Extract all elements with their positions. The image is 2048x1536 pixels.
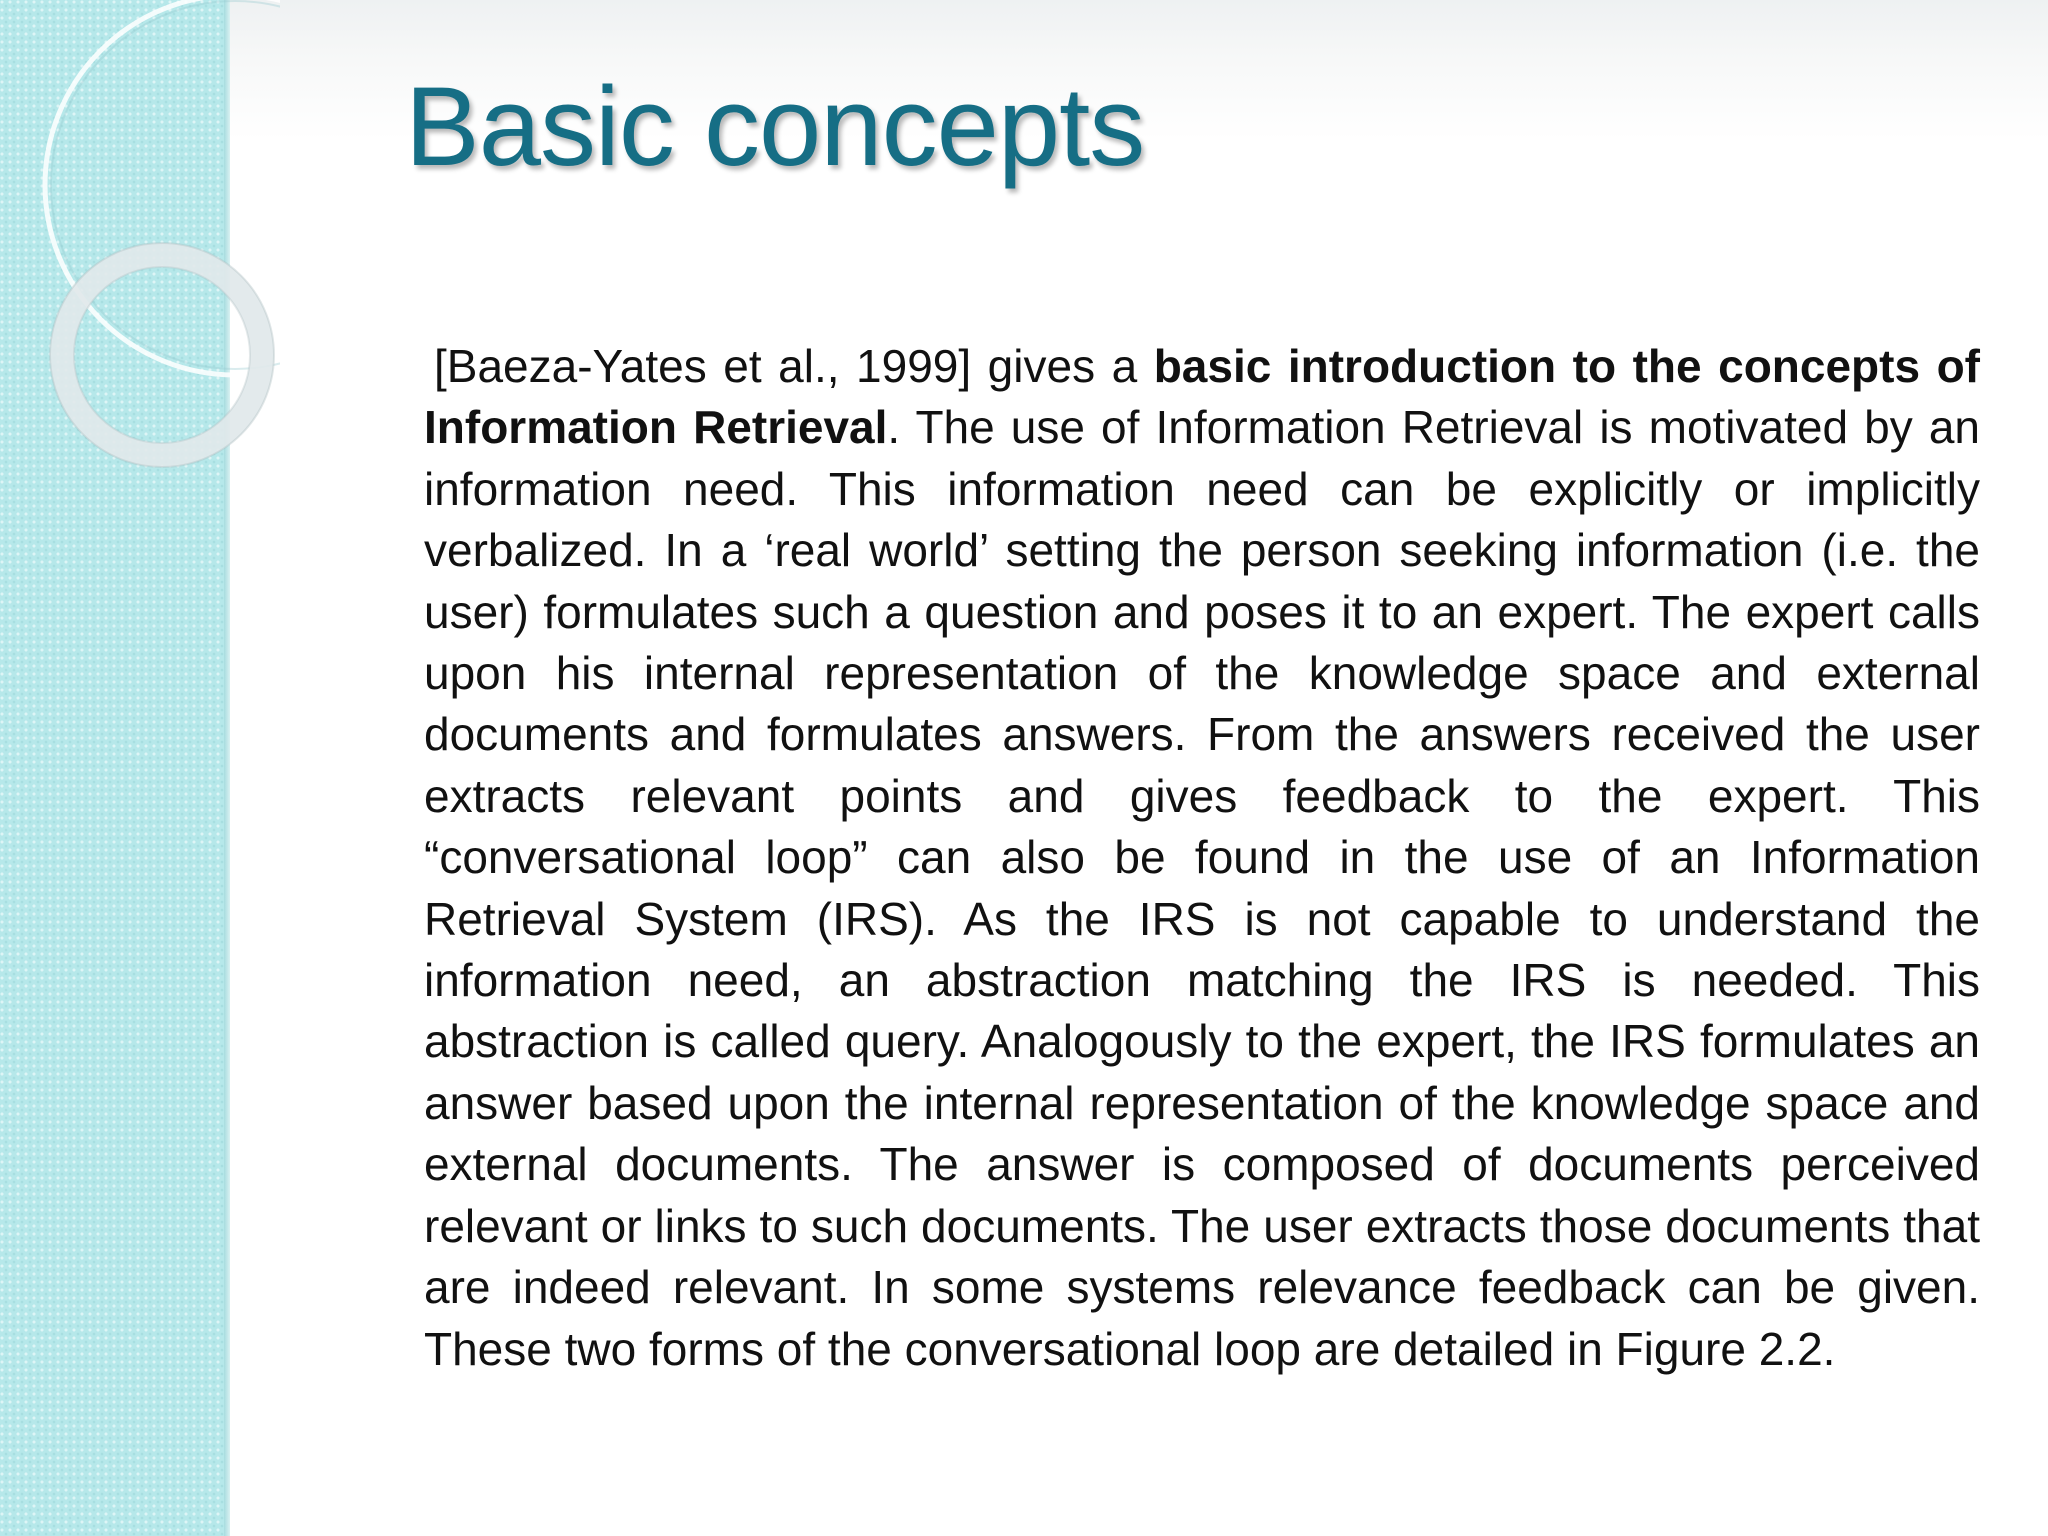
citation-text: [Baeza-Yates et al., 1999] <box>434 340 972 392</box>
paragraph-text-main: . The use of Information Retrieval is motivated by an information need. This information need can be explicitly or implicitly verbalized. In a ‘real world’ setting the person seeking information (i.e. the user) formulates such a question and poses it to an expert. The expert calls upon his internal representation of the knowledge space and external documents and formulates answers. From the answers received the user extracts relevant points and gives feedback to the expert. This “conversational loop” can also be found in the use of an Information Retrieval System (IRS). As the IRS is not capable to understand the information need, an abstraction matching the IRS is needed. This abstraction is called query. Analogously to the expert, the IRS formulates an answer based upon the internal representation of the knowledge space and external documents. The answer is composed of documents perceived relevant or links to such documents. The user extracts those documents that are indeed relevant. In some systems relevance feedback can be given. These two forms of the conversational loop are detailed in Figure 2.2. <box>424 401 1980 1375</box>
decorative-rings <box>0 0 280 560</box>
paragraph-text-intro: gives a <box>971 340 1154 392</box>
slide-title: Basic concepts <box>405 64 1145 189</box>
body-paragraph <box>424 336 1980 1380</box>
bold-key-phrase: basic introduction to the concepts of Information Retrieval <box>424 340 1980 454</box>
